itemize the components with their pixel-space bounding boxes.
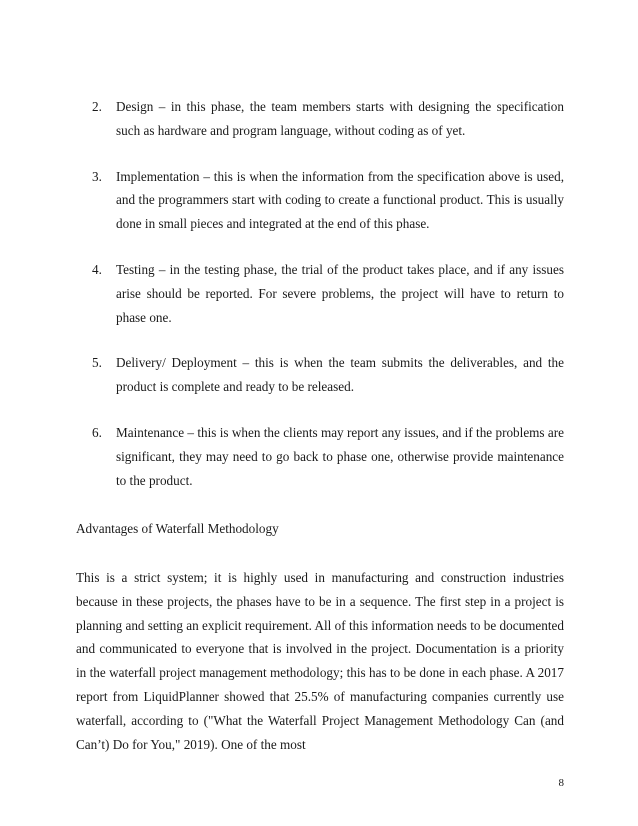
list-item bbox=[92, 421, 564, 492]
list-item-text: Maintenance – this is when the clients may report any issues, and if the problems are significant, they may need to go back to phase one, otherwise provide maintenance to the product. bbox=[116, 424, 564, 488]
list-item bbox=[92, 258, 564, 329]
list-item bbox=[92, 165, 564, 236]
list-item-number: 6. bbox=[92, 424, 102, 440]
list-item bbox=[92, 95, 564, 143]
list-item-text: Delivery/ Deployment – this is when the team submits the deliverables, and the product is complete and ready to be released. bbox=[116, 355, 564, 395]
list-item-number: 4. bbox=[92, 261, 102, 277]
list-item-text: Testing – in the testing phase, the trial of the product takes place, and if any issues arise should be reported. For severe problems, the project will have to return to phase one. bbox=[116, 261, 564, 325]
list-item bbox=[92, 351, 564, 399]
list-item-text: Implementation – this is when the information from the specification above is used, and the programmers start with coding to create a functional product. This is usually done in small pieces and integrated at the end of this phase. bbox=[116, 168, 564, 232]
page-number: 8 bbox=[558, 777, 564, 789]
list-item-text: Design – in this phase, the team members starts with designing the specification such as hardware and program language, without coding as of yet. bbox=[116, 99, 564, 138]
list-item-number: 3. bbox=[92, 168, 102, 184]
phase-list bbox=[92, 95, 564, 514]
list-item-number: 2. bbox=[92, 99, 102, 114]
body-paragraph: This is a strict system; it is highly used in manufacturing and construction industries because in these projects, the phases have to be in a sequence. The first step in a project is planning and setting an explicit requirement. All of this information needs to be documented and communicated to everyone that is involved in the project. Documentation is a priority in the waterfall project management methodology; this has to be done in each phase. A 2017 report from LiquidPlanner showed that 25.5% of manufacturing companies currently use waterfall, according to ("What the Waterfall Project Management Methodology Can (and Can’t) Do for You," 2019). One of the most bbox=[76, 570, 564, 752]
list-item-number: 5. bbox=[92, 355, 102, 371]
section-heading: Advantages of Waterfall Methodology bbox=[76, 521, 279, 536]
